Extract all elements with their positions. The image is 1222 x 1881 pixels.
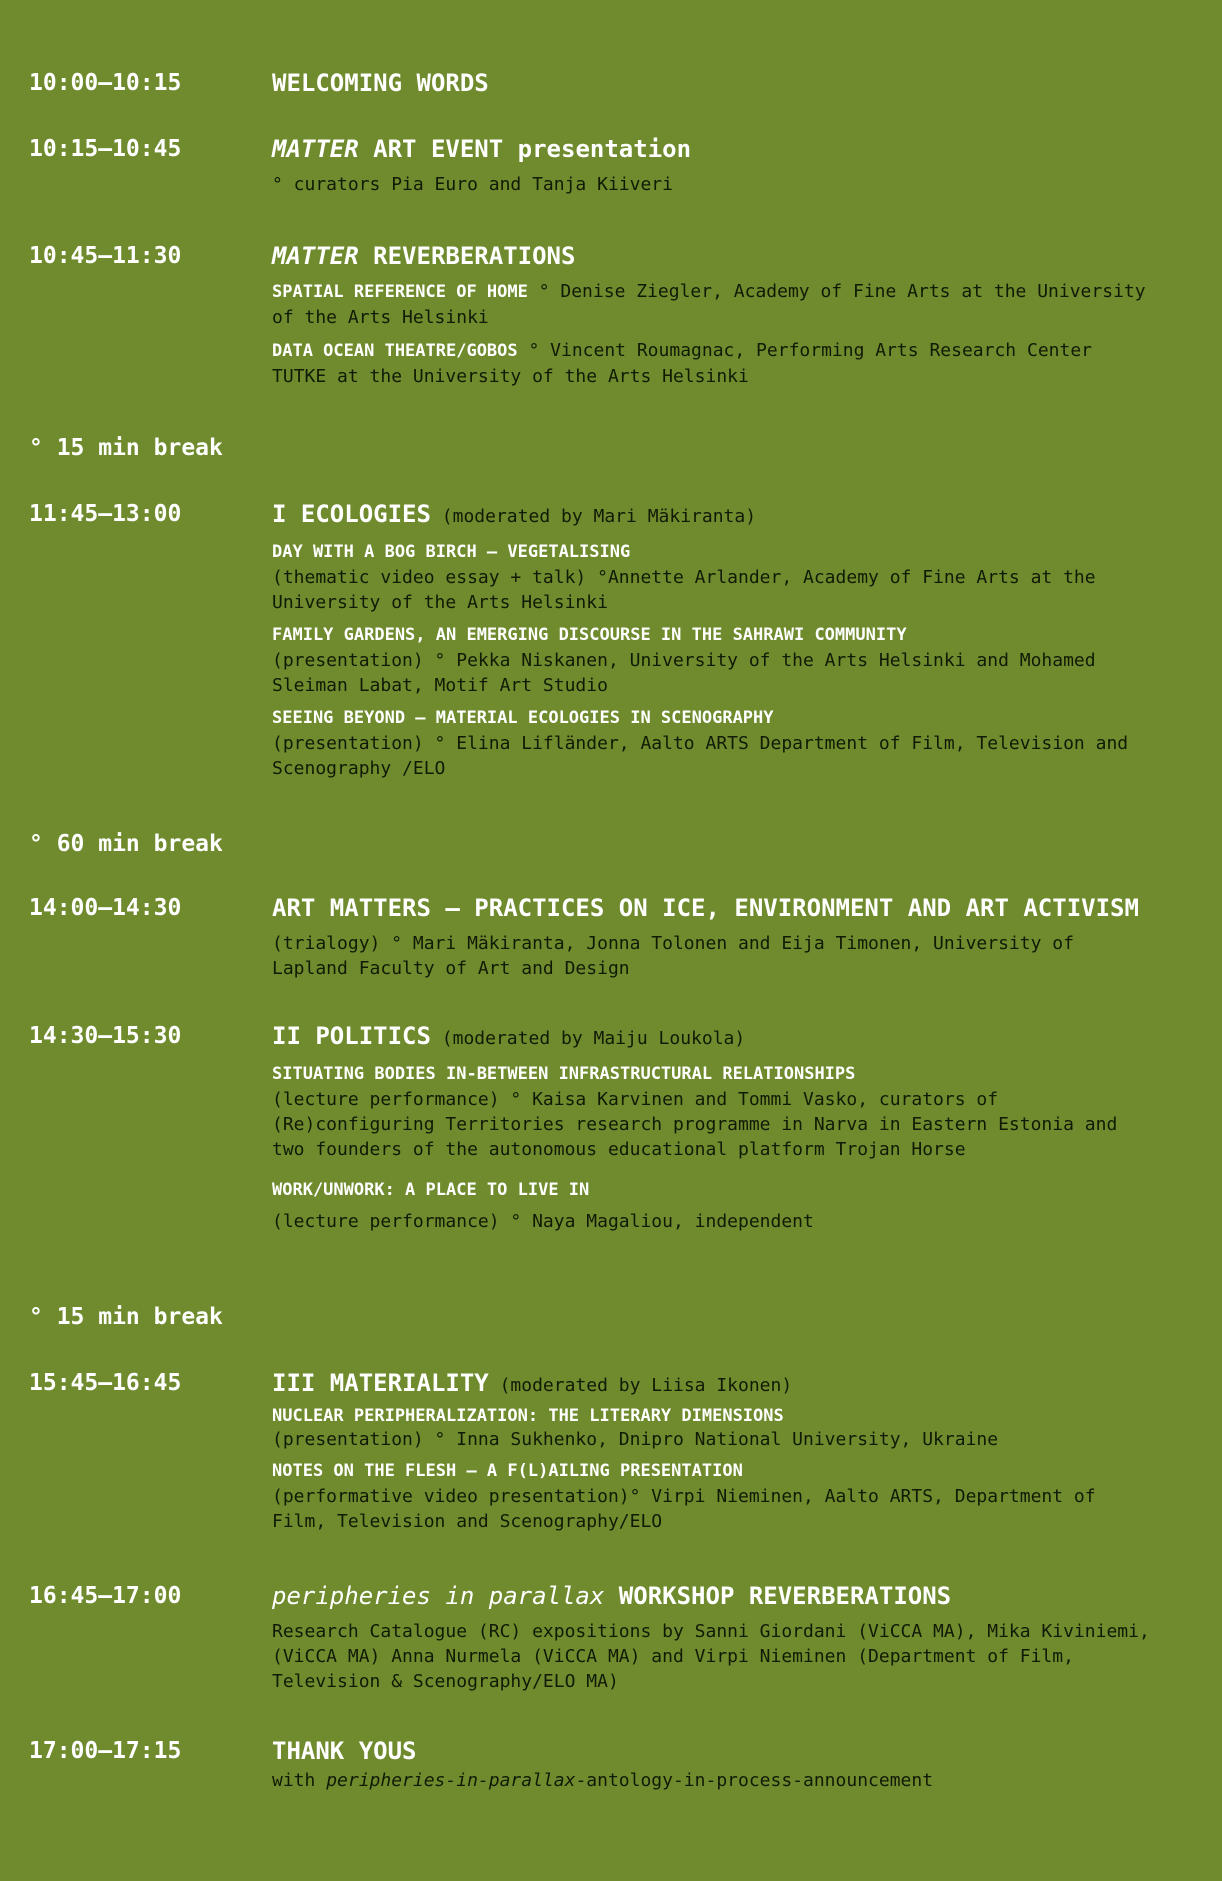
list-item [272,338,1152,389]
item-text: (presentation) ° Inna Sukhenko, Dnipro National University, Ukraine [272,1429,999,1450]
entry-heading [272,1736,1152,1766]
entry-content [272,1736,1152,1793]
time-slot: 11:45–13:00 [29,501,182,527]
moderator-note: (moderated by Mari Mäkiranta) [430,506,757,527]
break-label: ° 15 min break [29,435,223,461]
item-title: DATA OCEAN THEATRE/GOBOS [272,341,518,361]
time-slot: 17:00–17:15 [29,1738,182,1764]
heading-text: REVERBERATIONS [358,242,576,270]
closing-italic: peripheries-in-parallax [326,1770,576,1791]
moderator-note: (moderated by Liisa Ikonen) [488,1375,793,1396]
entry-content [272,893,1152,981]
item-title: FAMILY GARDENS, AN EMERGING DISCOURSE IN THE SAHRAWI COMMUNITY [272,625,907,645]
list-item [272,1619,1152,1694]
entry-heading [272,134,1152,164]
time-slot: 10:45–11:30 [29,243,182,269]
heading-italic: MATTER [272,242,359,270]
closing-prefix: with [272,1770,327,1791]
entry-content [272,68,1152,98]
time-slot: 10:00–10:15 [29,70,182,96]
list-item [272,931,1152,981]
item-text: (lecture performance) ° Naya Magaliou, independent [272,1211,814,1232]
item-text: (presentation) ° Pekka Niskanen, University of the Arts Helsinki and Mohamed Sleiman Labat, Motif Art Studio [272,650,1096,696]
list-item [272,540,1152,615]
entry-heading [272,893,1152,923]
item-text: (thematic video essay + talk) °Annette Arlander, Academy of Fine Arts at the University of the Arts Helsinki [272,567,1096,613]
entry-content [272,241,1152,389]
item-title: WORK/UNWORK: A PLACE TO LIVE IN [272,1180,590,1200]
item-text: (presentation) ° Elina Lifländer, Aalto ARTS Department of Film, Television and Scenography /ELO [272,733,1129,779]
list-item [272,172,1152,197]
break-label: ° 15 min break [29,1304,223,1330]
heading-text: ART MATTERS – PRACTICES ON ICE, ENVIRONMENT AND ART ACTIVISM [272,894,1139,922]
entry-heading [272,1368,1152,1401]
heading-text: III MATERIALITY [272,1369,489,1397]
entry-content [272,134,1152,197]
entry-heading [272,241,1152,271]
item-text: (trialogy) ° Mari Mäkiranta, Jonna Tolonen and Eija Timonen, University of Lapland Faculty of Art and Design [272,933,1074,979]
item-text: ° Vincent Roumagnac, Performing Arts Research Center TUTKE at the University of the Arts Helsinki [272,340,1092,387]
item-text: (lecture performance) ° Kaisa Karvinen and Tommi Vasko, curators of (Re)configuring Territories research programme in Narva in Eastern Estonia and two founders of the autonomous educational platform Trojan Horse [272,1089,1118,1160]
time-slot: 15:45–16:45 [29,1370,182,1396]
list-item [272,279,1152,330]
list-item [272,623,1152,698]
entry-heading [272,68,1152,98]
time-slot: 16:45–17:00 [29,1583,182,1609]
item-title: NOTES ON THE FLESH – A F(L)AILING PRESENTATION [272,1461,743,1481]
entry-heading [272,1581,1152,1611]
heading-text: WORKSHOP REVERBERATIONS [604,1582,952,1610]
heading-italic: peripheries in parallax [272,1582,605,1610]
heading-text: THANK YOUS [272,1737,417,1765]
break-label: ° 60 min break [29,831,223,857]
item-text: ° curators Pia Euro and Tanja Kiiveri [272,174,673,195]
item-text: (performative video presentation)° Virpi Nieminen, Aalto ARTS, Department of Film, Television and Scenography/ELO [272,1486,1096,1532]
list-item [272,1405,1152,1451]
heading-text: I ECOLOGIES [272,500,431,528]
item-title: SITUATING BODIES IN-BETWEEN INFRASTRUCTURAL RELATIONSHIPS [272,1064,856,1084]
item-text: ° Denise Ziegler, Academy of Fine Arts at the University of the Arts Helsinki [272,281,1146,328]
entry-content [272,1021,1152,1234]
heading-italic: MATTER [272,135,359,163]
entry-content [272,499,1152,781]
closing-suffix: -antology-in-process-announcement [575,1770,934,1791]
entry-heading [272,499,1152,532]
entry-content [272,1368,1152,1534]
list-item [272,1062,1152,1162]
list-item [272,706,1152,781]
entry-content [272,1581,1152,1694]
closing-announcement [272,1768,1152,1793]
item-title: NUCLEAR PERIPHERALIZATION: THE LITERARY DIMENSIONS [272,1406,784,1426]
time-slot: 14:30–15:30 [29,1023,182,1049]
item-text: Research Catalogue (RC) expositions by Sanni Giordani (ViCCA MA), Mika Kiviniemi, (ViCCA MA) Anna Nurmela (ViCCA MA) and Virpi Nieminen (Department of Film, Television & Scenography/ELO MA) [272,1621,1150,1692]
entry-heading [272,1021,1152,1054]
heading-text: WELCOMING WORDS [272,69,489,97]
time-slot: 10:15–10:45 [29,136,182,162]
list-item [272,1178,1152,1234]
item-title: DAY WITH A BOG BIRCH – VEGETALISING [272,542,631,562]
moderator-note: (moderated by Maiju Loukola) [430,1028,746,1049]
item-title: SEEING BEYOND – MATERIAL ECOLOGIES IN SCENOGRAPHY [272,708,774,728]
item-title: SPATIAL REFERENCE OF HOME [272,282,528,302]
heading-text: ART EVENT presentation [358,135,692,163]
heading-text: II POLITICS [272,1022,431,1050]
list-item [272,1459,1152,1534]
time-slot: 14:00–14:30 [29,895,182,921]
